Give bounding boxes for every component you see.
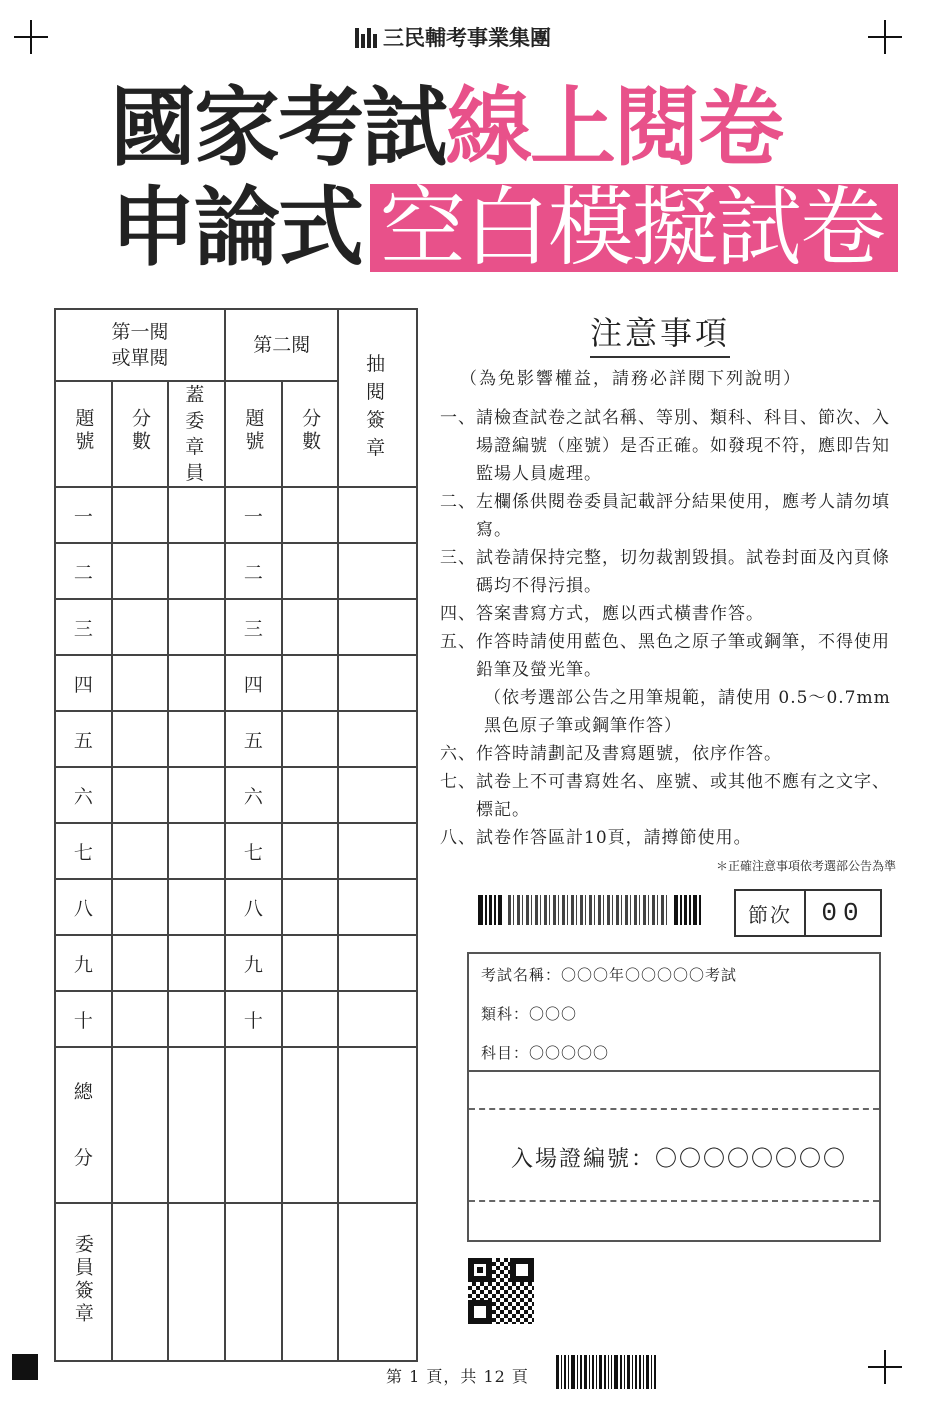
sign-cell[interactable] <box>282 1203 339 1361</box>
barcode-bar <box>561 1355 562 1389</box>
title-dark-1: 國家考試 <box>110 78 446 178</box>
barcode-bar <box>643 1355 644 1389</box>
q-no-2: 三 <box>225 599 282 655</box>
score-cell-2[interactable] <box>282 879 339 935</box>
notice-item-text: （依考選部公告之用筆規範，請使用 0.5～0.7mm 黑色原子筆或鋼筆作答） <box>484 688 891 736</box>
barcode-bar <box>651 1355 652 1389</box>
first-read-header: 第一閱 或單閱 <box>55 309 225 381</box>
score-header-1: 分數 <box>112 381 169 487</box>
q-no-1: 七 <box>55 823 112 879</box>
score-row <box>55 991 417 1047</box>
exam-info-box <box>467 952 881 1242</box>
spot-check-cell[interactable] <box>338 543 417 599</box>
barcode-bar <box>627 1355 630 1389</box>
score-cell-2[interactable] <box>282 487 339 543</box>
q-no-1: 九 <box>55 935 112 991</box>
session-box <box>734 889 882 937</box>
notice-footnote: ＊正確注意事項依考選部公告為準 <box>715 859 896 873</box>
score-cell-2[interactable] <box>282 543 339 599</box>
q-no-1: 一 <box>55 487 112 543</box>
spot-check-cell[interactable] <box>338 711 417 767</box>
seal-cell[interactable] <box>168 711 225 767</box>
q-no-1: 六 <box>55 767 112 823</box>
spot-check-cell[interactable] <box>338 599 417 655</box>
score-cell-2[interactable] <box>282 823 339 879</box>
score-cell-1[interactable] <box>112 935 169 991</box>
score-row <box>55 823 417 879</box>
barcode-bar <box>568 1355 569 1389</box>
notice-item-number: 三、 <box>440 548 476 568</box>
notice-item-number: 四、 <box>440 604 476 624</box>
title-dark-2: 申論式 <box>110 178 362 278</box>
seal-cell[interactable] <box>168 599 225 655</box>
total-cell[interactable] <box>225 1047 282 1203</box>
barcode-bar <box>632 1355 633 1389</box>
brand-header <box>355 22 551 52</box>
q-no-2: 四 <box>225 655 282 711</box>
crop-mark-top-right <box>868 20 902 54</box>
barcode-bar <box>620 1355 622 1389</box>
committee-sign-label: 委員簽章 <box>55 1203 112 1361</box>
notice-item-text: 試卷請保持完整，切勿裁割毀損。試卷封面及內頁條碼均不得污損。 <box>476 548 890 596</box>
second-read-header: 第二閱 <box>225 309 338 381</box>
barcode-bar <box>599 1355 602 1389</box>
qr-code-icon <box>468 1258 534 1324</box>
score-cell-1[interactable] <box>112 655 169 711</box>
barcode-bar <box>571 1355 575 1389</box>
session-label: 節次 <box>736 891 806 935</box>
score-cell-1[interactable] <box>112 599 169 655</box>
seal-cell[interactable] <box>168 767 225 823</box>
notice-item-number: 八、 <box>440 828 476 848</box>
notice-item-number: 五、 <box>440 632 476 652</box>
barcode-bars-left <box>478 895 502 925</box>
q-no-2: 六 <box>225 767 282 823</box>
total-cell[interactable] <box>168 1047 225 1203</box>
q-no-2: 九 <box>225 935 282 991</box>
score-cell-1[interactable] <box>112 879 169 935</box>
q-no-2: 十 <box>225 991 282 1047</box>
seal-cell[interactable] <box>168 935 225 991</box>
title-pink-1: 線上閱卷 <box>446 78 782 178</box>
sign-cell[interactable] <box>338 1203 417 1361</box>
notice-item-text: 試卷作答區計10頁，請撙節使用。 <box>476 828 752 848</box>
exam-subject: 科目：〇〇〇〇〇 <box>481 1044 610 1062</box>
brand-name: 三民輔考事業集團 <box>383 26 551 50</box>
q-no-2: 二 <box>225 543 282 599</box>
notice-item <box>440 600 900 628</box>
barcode-bar <box>614 1355 618 1389</box>
notice-item <box>440 488 900 544</box>
notice-item <box>440 740 900 768</box>
barcode-bar <box>589 1355 590 1389</box>
divider <box>469 1070 879 1072</box>
total-cell[interactable] <box>338 1047 417 1203</box>
sign-cell[interactable] <box>112 1203 169 1361</box>
spot-check-cell[interactable] <box>338 879 417 935</box>
score-cell-2[interactable] <box>282 655 339 711</box>
barcode-bar <box>654 1355 656 1389</box>
barcode-bar <box>604 1355 606 1389</box>
page-indicator: 第 1 頁，共 12 頁 <box>386 1367 529 1386</box>
score-cell-2[interactable] <box>282 991 339 1047</box>
sign-cell[interactable] <box>225 1203 282 1361</box>
score-table <box>54 308 418 1362</box>
notice-item <box>440 628 900 684</box>
crop-mark-top-left <box>14 20 48 54</box>
score-row <box>55 879 417 935</box>
title-line-1 <box>110 78 782 178</box>
page-barcode <box>556 1355 656 1389</box>
session-barcode <box>478 895 728 925</box>
notice-list <box>440 404 900 852</box>
score-cell-1[interactable] <box>112 823 169 879</box>
crop-mark-bottom-right <box>868 1350 902 1384</box>
notice-item-text: 試卷上不可書寫姓名、座號、或其他不應有之文字、標記。 <box>476 772 890 820</box>
score-row <box>55 599 417 655</box>
notice-item-text: 左欄係供閱卷委員記載評分結果使用，應考人請勿填寫。 <box>476 492 890 540</box>
barcode-bar <box>592 1355 594 1389</box>
spot-check-cell[interactable] <box>338 655 417 711</box>
registration-square <box>12 1354 38 1380</box>
score-row <box>55 543 417 599</box>
notice-title: 注意事項 <box>590 308 730 358</box>
divider <box>469 1200 879 1202</box>
barcode-bar <box>639 1355 641 1389</box>
barcode-bar <box>646 1355 649 1389</box>
q-no-2: 五 <box>225 711 282 767</box>
barcode-bar <box>624 1355 625 1389</box>
notice-item-number: 七、 <box>440 772 476 792</box>
notice-item <box>440 824 900 852</box>
title-pink-2: 空白模擬試卷 <box>370 184 898 272</box>
score-row <box>55 487 417 543</box>
q-no-1: 三 <box>55 599 112 655</box>
barcode-bar <box>635 1355 637 1389</box>
barcode-bar <box>580 1355 582 1389</box>
seal-cell[interactable] <box>168 991 225 1047</box>
notice-item-text: 作答時請劃記及書寫題號，依序作答。 <box>476 744 782 764</box>
total-cell[interactable] <box>112 1047 169 1203</box>
seal-cell[interactable] <box>168 823 225 879</box>
barcode-bars-right <box>674 895 701 925</box>
score-cell-2[interactable] <box>282 711 339 767</box>
sign-cell[interactable] <box>168 1203 225 1361</box>
score-cell-1[interactable] <box>112 543 169 599</box>
barcode-bar <box>556 1355 559 1389</box>
title-line-2 <box>110 178 898 278</box>
admission-number: 入場證編號：〇〇〇〇〇〇〇〇 <box>511 1147 848 1172</box>
barcode-bar <box>608 1355 609 1389</box>
score-cell-1[interactable] <box>112 711 169 767</box>
q-no-header-1: 題號 <box>55 381 112 487</box>
score-row <box>55 767 417 823</box>
notice-item <box>440 684 900 740</box>
spot-check-cell[interactable] <box>338 767 417 823</box>
score-row <box>55 655 417 711</box>
notice-item-text: 作答時請使用藍色、黑色之原子筆或鋼筆，不得使用鉛筆及螢光筆。 <box>476 632 890 680</box>
notice-item <box>440 544 900 600</box>
q-no-header-2: 題號 <box>225 381 282 487</box>
brand-logo-icon <box>355 26 377 48</box>
score-cell-1[interactable] <box>112 767 169 823</box>
q-no-1: 四 <box>55 655 112 711</box>
session-value: 00 <box>821 898 865 928</box>
notice-item-number: 二、 <box>440 492 476 512</box>
q-no-2: 八 <box>225 879 282 935</box>
score-cell-2[interactable] <box>282 767 339 823</box>
barcode-pattern <box>508 895 668 925</box>
exam-name: 考試名稱：〇〇〇年〇〇〇〇〇考試 <box>481 966 738 984</box>
barcode-bar <box>611 1355 612 1389</box>
spot-check-cell[interactable] <box>338 487 417 543</box>
score-header-2: 分數 <box>282 381 339 487</box>
barcode-bar <box>596 1355 597 1389</box>
divider <box>469 1108 879 1110</box>
seal-cell[interactable] <box>168 487 225 543</box>
score-cell-2[interactable] <box>282 599 339 655</box>
q-no-1: 八 <box>55 879 112 935</box>
seal-header: 蓋委章員 <box>168 381 225 487</box>
notice-item-number: 一、 <box>440 408 476 428</box>
total-cell[interactable] <box>282 1047 339 1203</box>
notice-item <box>440 768 900 824</box>
notice-subtitle: （為免影響權益，請務必詳閱下列說明） <box>460 369 802 389</box>
spot-check-header: 抽閱簽章 <box>338 309 417 487</box>
score-cell-1[interactable] <box>112 487 169 543</box>
seal-cell[interactable] <box>168 543 225 599</box>
notice-item-text: 請檢查試卷之試名稱、等別、類科、科目、節次、入場證編號（座號）是否正確。如發現不符，應即告知監場人員處理。 <box>476 408 890 484</box>
q-no-1: 五 <box>55 711 112 767</box>
barcode-bar <box>577 1355 578 1389</box>
exam-category: 類科：〇〇〇 <box>481 1005 578 1023</box>
total-label: 總 分 <box>55 1047 112 1203</box>
spot-check-cell[interactable] <box>338 823 417 879</box>
seal-cell[interactable] <box>168 879 225 935</box>
score-cell-2[interactable] <box>282 935 339 991</box>
q-no-2: 七 <box>225 823 282 879</box>
notice-item <box>440 404 900 488</box>
notice-item-number: 六、 <box>440 744 476 764</box>
score-row <box>55 935 417 991</box>
q-no-1: 二 <box>55 543 112 599</box>
spot-check-cell[interactable] <box>338 991 417 1047</box>
notice-item-text: 答案書寫方式，應以西式橫書作答。 <box>476 604 764 624</box>
barcode-bar <box>584 1355 587 1389</box>
seal-cell[interactable] <box>168 655 225 711</box>
q-no-1: 十 <box>55 991 112 1047</box>
score-row <box>55 711 417 767</box>
score-cell-1[interactable] <box>112 991 169 1047</box>
barcode-bar <box>564 1355 566 1389</box>
q-no-2: 一 <box>225 487 282 543</box>
spot-check-cell[interactable] <box>338 935 417 991</box>
